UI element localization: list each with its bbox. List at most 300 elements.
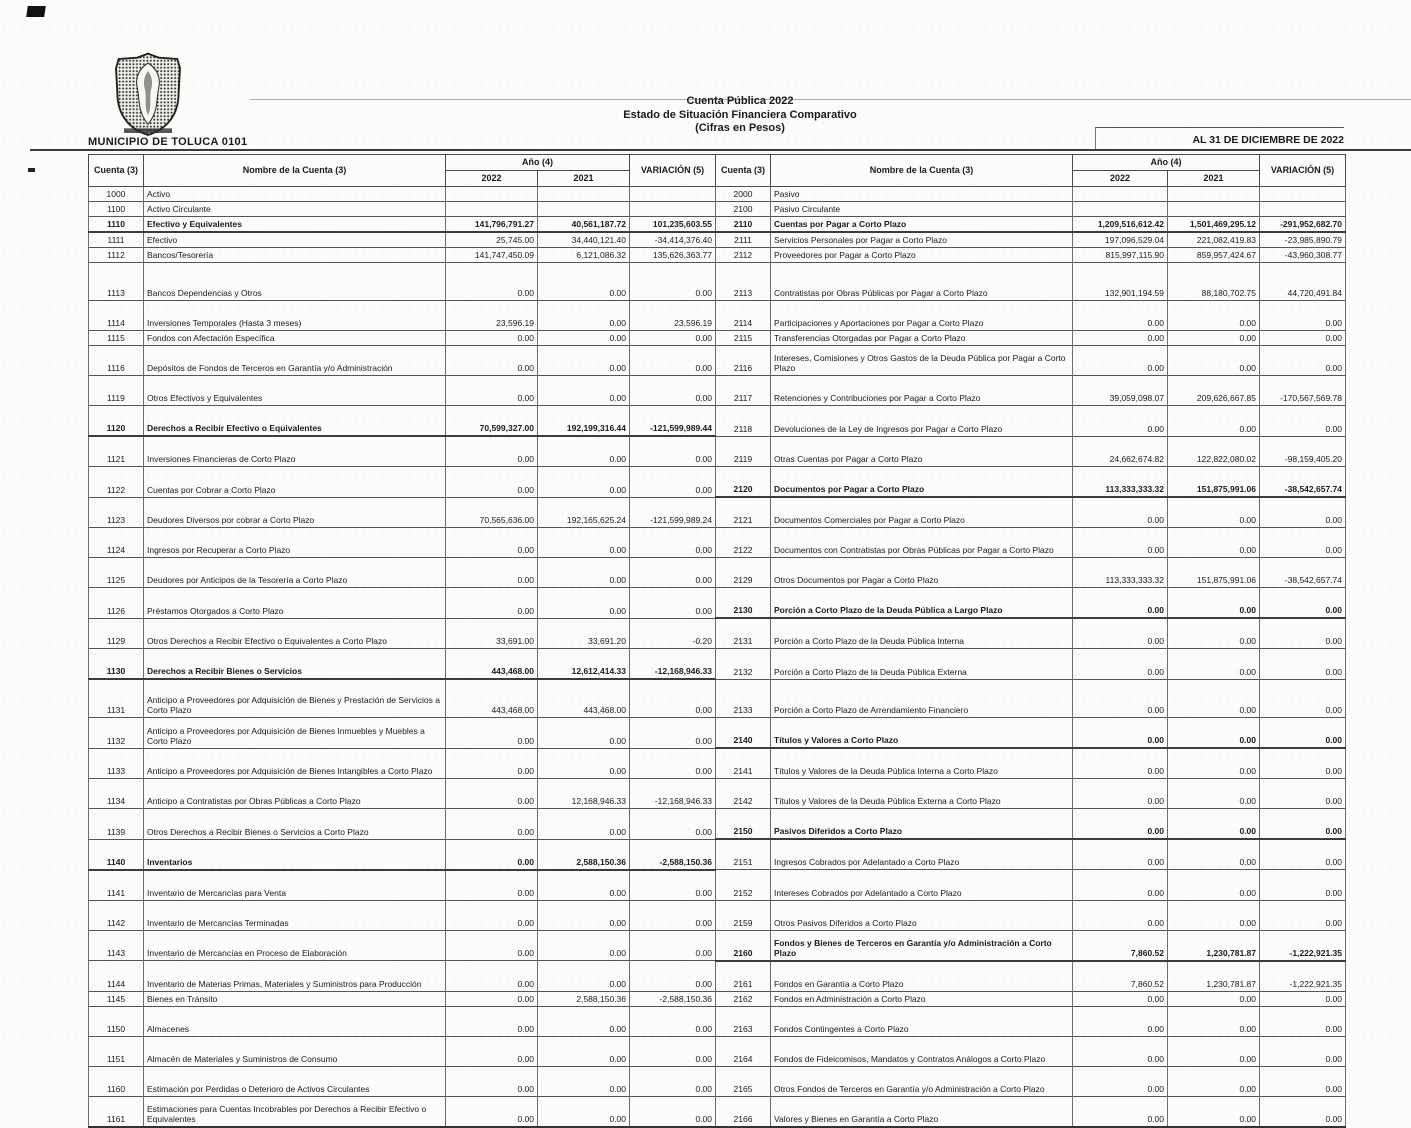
variation-cell: 0.00 bbox=[630, 263, 716, 301]
amount-2022-cell: 25,745.00 bbox=[446, 232, 538, 248]
account-name-cell: Retenciones y Contribuciones por Pagar a Corto Plazo bbox=[771, 376, 1073, 406]
table-row bbox=[89, 263, 1346, 301]
amount-2021-cell: 0.00 bbox=[1168, 991, 1260, 1006]
variation-cell: 0.00 bbox=[1260, 900, 1346, 930]
variation-cell: 0.00 bbox=[630, 376, 716, 406]
account-name-cell: Fondos de Fideicomisos, Mandatos y Contratos Análogos a Corto Plazo bbox=[771, 1036, 1073, 1066]
account-code-cell: 1116 bbox=[89, 346, 144, 376]
amount-2022-cell: 0.00 bbox=[1073, 618, 1168, 649]
amount-2022-cell: 0.00 bbox=[446, 809, 538, 840]
amount-2022-cell: 0.00 bbox=[446, 1096, 538, 1127]
variation-cell: 0.00 bbox=[630, 331, 716, 346]
table-row bbox=[89, 1036, 1346, 1066]
variation-cell: -121,599,989.44 bbox=[630, 406, 716, 437]
variation-cell: 0.00 bbox=[1260, 991, 1346, 1006]
amount-2022-cell: 0.00 bbox=[1073, 497, 1168, 528]
amount-2022-cell: 1,209,516,612.42 bbox=[1073, 217, 1168, 233]
variation-cell: -12,168,946.33 bbox=[630, 779, 716, 809]
amount-2021-cell: 0.00 bbox=[538, 588, 630, 619]
amount-2022-cell: 0.00 bbox=[1073, 588, 1168, 619]
table-row bbox=[89, 558, 1346, 588]
account-name-cell: Otros Efectivos y Equivalentes bbox=[144, 376, 446, 406]
account-name-cell: Almacén de Materiales y Suministros de Consumo bbox=[144, 1036, 446, 1066]
table-row bbox=[89, 870, 1346, 901]
amount-2021-cell: 6,121,086.32 bbox=[538, 248, 630, 263]
table-row bbox=[89, 301, 1346, 331]
report-subtitle: Estado de Situación Financiera Comparativo bbox=[623, 108, 857, 121]
amount-2021-cell: 0.00 bbox=[538, 748, 630, 779]
account-name-cell: Fondos y Bienes de Terceros en Garantía y/o Administración a Corto Plazo bbox=[771, 930, 1073, 961]
account-code-cell: 1151 bbox=[89, 1036, 144, 1066]
variation-cell: -38,542,657.74 bbox=[1260, 558, 1346, 588]
amount-2021-cell: 0.00 bbox=[538, 1096, 630, 1127]
account-name-cell: Anticipo a Proveedores por Adquisición de Bienes y Prestación de Servicios a Corto Plazo bbox=[144, 679, 446, 718]
variation-cell: 0.00 bbox=[630, 1006, 716, 1036]
variation-cell: -2,588,150.36 bbox=[630, 991, 716, 1006]
amount-2022-cell: 0.00 bbox=[446, 991, 538, 1006]
variation-cell: 0.00 bbox=[1260, 679, 1346, 718]
variation-cell: -38,542,657.74 bbox=[1260, 467, 1346, 498]
account-code-cell: 1141 bbox=[89, 870, 144, 901]
amount-2021-cell: 12,168,946.33 bbox=[538, 779, 630, 809]
amount-2022-cell: 7,860.52 bbox=[1073, 961, 1168, 992]
financial-table bbox=[88, 154, 1346, 1128]
account-code-cell: 2152 bbox=[716, 870, 771, 901]
account-name-cell: Otros Fondos de Terceros en Garantía y/o Administración a Corto Plazo bbox=[771, 1066, 1073, 1096]
account-code-cell: 2115 bbox=[716, 331, 771, 346]
variation-cell: 0.00 bbox=[1260, 528, 1346, 558]
amount-2021-cell: 0.00 bbox=[538, 809, 630, 840]
account-code-cell: 2130 bbox=[716, 588, 771, 619]
table-row bbox=[89, 1066, 1346, 1096]
account-code-cell: 2116 bbox=[716, 346, 771, 376]
account-code-cell: 2163 bbox=[716, 1006, 771, 1036]
variation-cell: 135,626,363.77 bbox=[630, 248, 716, 263]
amount-2021-cell: 0.00 bbox=[538, 467, 630, 498]
table-row bbox=[89, 961, 1346, 992]
account-code-cell: 1100 bbox=[89, 202, 144, 217]
amount-2021-cell bbox=[1168, 202, 1260, 217]
amount-2021-cell: 192,165,625.24 bbox=[538, 497, 630, 528]
account-name-cell: Estimación por Perdidas o Deterioro de Activos Circulantes bbox=[144, 1066, 446, 1096]
variation-cell: 0.00 bbox=[630, 679, 716, 718]
amount-2021-cell: 0.00 bbox=[1168, 809, 1260, 840]
account-name-cell: Títulos y Valores de la Deuda Pública Interna a Corto Plazo bbox=[771, 748, 1073, 779]
account-name-cell: Anticipo a Contratistas por Obras Públicas a Corto Plazo bbox=[144, 779, 446, 809]
table-row bbox=[89, 331, 1346, 346]
account-name-cell: Anticipo a Proveedores por Adquisición de Bienes Intangibles a Corto Plazo bbox=[144, 748, 446, 779]
account-name-cell: Bienes en Tránsito bbox=[144, 991, 446, 1006]
table-row bbox=[89, 809, 1346, 840]
account-code-cell: 2129 bbox=[716, 558, 771, 588]
variation-cell: 0.00 bbox=[1260, 1066, 1346, 1096]
amount-2022-cell bbox=[446, 202, 538, 217]
amount-2021-cell: 443,468.00 bbox=[538, 679, 630, 718]
variation-cell: 0.00 bbox=[630, 1066, 716, 1096]
account-name-cell: Otras Cuentas por Pagar a Corto Plazo bbox=[771, 436, 1073, 467]
account-code-cell: 2100 bbox=[716, 202, 771, 217]
account-code-cell: 1140 bbox=[89, 839, 144, 870]
amount-2022-cell: 70,599,327.00 bbox=[446, 406, 538, 437]
variation-cell bbox=[630, 202, 716, 217]
amount-2021-cell: 12,612,414.33 bbox=[538, 649, 630, 680]
amount-2021-cell bbox=[538, 187, 630, 202]
table-row bbox=[89, 376, 1346, 406]
amount-2021-cell: 88,180,702.75 bbox=[1168, 263, 1260, 301]
amount-2022-cell bbox=[1073, 187, 1168, 202]
amount-2022-cell: 0.00 bbox=[446, 1036, 538, 1066]
table-row bbox=[89, 1096, 1346, 1127]
account-code-cell: 1142 bbox=[89, 900, 144, 930]
amount-2022-cell: 815,997,115.90 bbox=[1073, 248, 1168, 263]
variation-cell: 0.00 bbox=[1260, 870, 1346, 901]
account-name-cell: Servicios Personales por Pagar a Corto Plazo bbox=[771, 232, 1073, 248]
variation-cell: -170,567,569.78 bbox=[1260, 376, 1346, 406]
table-row bbox=[89, 436, 1346, 467]
amount-2021-cell: 34,440,121.40 bbox=[538, 232, 630, 248]
account-code-cell: 2131 bbox=[716, 618, 771, 649]
municipality-label: MUNICIPIO DE TOLUCA 0101 bbox=[88, 136, 248, 148]
amount-2022-cell: 0.00 bbox=[1073, 1036, 1168, 1066]
account-name-cell: Almacenes bbox=[144, 1006, 446, 1036]
amount-2021-cell: 1,501,469,295.12 bbox=[1168, 217, 1260, 233]
account-code-cell: 2141 bbox=[716, 748, 771, 779]
account-code-cell: 2165 bbox=[716, 1066, 771, 1096]
account-name-cell: Porción a Corto Plazo de la Deuda Pública Externa bbox=[771, 649, 1073, 680]
amount-2021-cell: 0.00 bbox=[1168, 1096, 1260, 1127]
account-name-cell: Deudores por Anticipos de la Tesorería a Corto Plazo bbox=[144, 558, 446, 588]
account-name-cell: Títulos y Valores a Corto Plazo bbox=[771, 718, 1073, 749]
amount-2022-cell: 0.00 bbox=[1073, 331, 1168, 346]
variation-cell: 0.00 bbox=[630, 870, 716, 901]
account-name-cell: Inventarios bbox=[144, 839, 446, 870]
variation-cell: 0.00 bbox=[1260, 809, 1346, 840]
account-name-cell: Intereses Cobrados por Adelantado a Corto Plazo bbox=[771, 870, 1073, 901]
amount-2022-cell: 0.00 bbox=[446, 930, 538, 961]
col-header-2021-left: 2021 bbox=[538, 171, 630, 187]
variation-cell: -121,599,989.24 bbox=[630, 497, 716, 528]
toluca-coat-of-arms-logo bbox=[108, 52, 188, 138]
account-code-cell: 2110 bbox=[716, 217, 771, 233]
amount-2021-cell bbox=[538, 202, 630, 217]
account-name-cell: Documentos por Pagar a Corto Plazo bbox=[771, 467, 1073, 498]
account-code-cell: 2114 bbox=[716, 301, 771, 331]
table-row bbox=[89, 187, 1346, 202]
amount-2022-cell: 33,691.00 bbox=[446, 618, 538, 649]
account-name-cell: Cuentas por Pagar a Corto Plazo bbox=[771, 217, 1073, 233]
account-name-cell: Estimaciones para Cuentas Incobrables por Derechos a Recibir Efectivo o Equivalentes bbox=[144, 1096, 446, 1127]
variation-cell: 0.00 bbox=[1260, 406, 1346, 437]
amount-2021-cell: 0.00 bbox=[1168, 1006, 1260, 1036]
account-name-cell: Contratistas por Obras Públicas por Pagar a Corto Plazo bbox=[771, 263, 1073, 301]
amount-2022-cell: 0.00 bbox=[1073, 1096, 1168, 1127]
amount-2022-cell: 70,565,636.00 bbox=[446, 497, 538, 528]
variation-cell: -1,222,921.35 bbox=[1260, 930, 1346, 961]
amount-2021-cell: 0.00 bbox=[1168, 331, 1260, 346]
table-row bbox=[89, 406, 1346, 437]
amount-2021-cell: 0.00 bbox=[538, 900, 630, 930]
account-name-cell: Documentos con Contratistas por Obras Públicas por Pagar a Corto Plazo bbox=[771, 528, 1073, 558]
table-row bbox=[89, 497, 1346, 528]
amount-2022-cell: 0.00 bbox=[446, 748, 538, 779]
account-code-cell: 2132 bbox=[716, 649, 771, 680]
account-code-cell: 1115 bbox=[89, 331, 144, 346]
variation-cell: 44,720,491.84 bbox=[1260, 263, 1346, 301]
variation-cell: 0.00 bbox=[1260, 748, 1346, 779]
account-code-cell: 1124 bbox=[89, 528, 144, 558]
col-header-anio-left: Año (4) bbox=[446, 155, 630, 171]
amount-2021-cell: 151,875,991.06 bbox=[1168, 558, 1260, 588]
account-code-cell: 1129 bbox=[89, 618, 144, 649]
amount-2021-cell: 0.00 bbox=[1168, 406, 1260, 437]
amount-2022-cell: 0.00 bbox=[446, 900, 538, 930]
variation-cell: 0.00 bbox=[630, 930, 716, 961]
amount-2022-cell: 0.00 bbox=[446, 331, 538, 346]
account-name-cell: Transferencias Otorgadas por Pagar a Corto Plazo bbox=[771, 331, 1073, 346]
amount-2021-cell: 209,626,667.85 bbox=[1168, 376, 1260, 406]
amount-2021-cell: 40,561,187.72 bbox=[538, 217, 630, 233]
col-header-nombre-right: Nombre de la Cuenta (3) bbox=[771, 155, 1073, 187]
variation-cell: 0.00 bbox=[1260, 1096, 1346, 1127]
table-row bbox=[89, 588, 1346, 619]
amount-2022-cell: 24,662,674.82 bbox=[1073, 436, 1168, 467]
amount-2022-cell: 0.00 bbox=[1073, 649, 1168, 680]
amount-2022-cell: 0.00 bbox=[1073, 718, 1168, 749]
account-name-cell: Fondos en Administración a Corto Plazo bbox=[771, 991, 1073, 1006]
amount-2022-cell: 0.00 bbox=[446, 588, 538, 619]
amount-2021-cell: 0.00 bbox=[1168, 839, 1260, 870]
account-code-cell: 1125 bbox=[89, 558, 144, 588]
amount-2021-cell: 0.00 bbox=[538, 558, 630, 588]
account-name-cell: Porción a Corto Plazo de Arrendamiento Financiero bbox=[771, 679, 1073, 718]
amount-2022-cell: 0.00 bbox=[446, 346, 538, 376]
amount-2021-cell: 859,957,424.67 bbox=[1168, 248, 1260, 263]
account-code-cell: 1111 bbox=[89, 232, 144, 248]
table-header bbox=[89, 155, 1346, 187]
amount-2021-cell: 0.00 bbox=[1168, 649, 1260, 680]
amount-2021-cell: 33,691.20 bbox=[538, 618, 630, 649]
account-name-cell: Activo Circulante bbox=[144, 202, 446, 217]
amount-2021-cell: 122,822,080.02 bbox=[1168, 436, 1260, 467]
variation-cell: -98,159,405.20 bbox=[1260, 436, 1346, 467]
amount-2022-cell: 0.00 bbox=[446, 263, 538, 301]
variation-cell: -43,960,308.77 bbox=[1260, 248, 1346, 263]
account-name-cell: Bancos/Tesorería bbox=[144, 248, 446, 263]
account-code-cell: 1119 bbox=[89, 376, 144, 406]
amount-2022-cell: 443,468.00 bbox=[446, 679, 538, 718]
amount-2021-cell: 0.00 bbox=[1168, 301, 1260, 331]
amount-2022-cell: 0.00 bbox=[446, 376, 538, 406]
account-code-cell: 2113 bbox=[716, 263, 771, 301]
table-row bbox=[89, 1006, 1346, 1036]
amount-2022-cell: 0.00 bbox=[1073, 900, 1168, 930]
amount-2021-cell: 0.00 bbox=[1168, 588, 1260, 619]
amount-2021-cell: 0.00 bbox=[538, 1066, 630, 1096]
account-name-cell: Fondos en Garantía a Corto Plazo bbox=[771, 961, 1073, 992]
amount-2021-cell: 221,082,419.83 bbox=[1168, 232, 1260, 248]
account-name-cell: Anticipo a Proveedores por Adquisición de Bienes Inmuebles y Muebles a Corto Plazo bbox=[144, 718, 446, 749]
variation-cell bbox=[630, 187, 716, 202]
table-row bbox=[89, 248, 1346, 263]
variation-cell: -23,985,890.79 bbox=[1260, 232, 1346, 248]
account-code-cell: 2160 bbox=[716, 930, 771, 961]
amount-2022-cell: 0.00 bbox=[1073, 748, 1168, 779]
account-code-cell: 1122 bbox=[89, 467, 144, 498]
amount-2022-cell: 0.00 bbox=[446, 779, 538, 809]
variation-cell: -12,168,946.33 bbox=[630, 649, 716, 680]
amount-2022-cell: 0.00 bbox=[1073, 809, 1168, 840]
account-code-cell: 1130 bbox=[89, 649, 144, 680]
amount-2022-cell: 443,468.00 bbox=[446, 649, 538, 680]
document-title-block bbox=[430, 95, 1050, 136]
amount-2021-cell: 0.00 bbox=[538, 961, 630, 992]
account-name-cell: Documentos Comerciales por Pagar a Corto Plazo bbox=[771, 497, 1073, 528]
amount-2022-cell: 0.00 bbox=[446, 1066, 538, 1096]
account-name-cell: Porción a Corto Plazo de la Deuda Pública a Largo Plazo bbox=[771, 588, 1073, 619]
variation-cell: 0.00 bbox=[630, 467, 716, 498]
variation-cell: -1,222,921.35 bbox=[1260, 961, 1346, 992]
amount-2022-cell: 23,596.19 bbox=[446, 301, 538, 331]
account-name-cell: Bancos Dependencias y Otros bbox=[144, 263, 446, 301]
account-code-cell: 2142 bbox=[716, 779, 771, 809]
table-row bbox=[89, 649, 1346, 680]
amount-2022-cell: 0.00 bbox=[446, 718, 538, 749]
account-name-cell: Pasivo Circulante bbox=[771, 202, 1073, 217]
account-code-cell: 2159 bbox=[716, 900, 771, 930]
table-row bbox=[89, 467, 1346, 498]
amount-2021-cell: 0.00 bbox=[1168, 900, 1260, 930]
amount-2022-cell: 0.00 bbox=[1073, 779, 1168, 809]
variation-cell: -291,952,682.70 bbox=[1260, 217, 1346, 233]
account-name-cell: Préstamos Otorgados a Corto Plazo bbox=[144, 588, 446, 619]
variation-cell: 0.00 bbox=[630, 558, 716, 588]
variation-cell: 0.00 bbox=[630, 718, 716, 749]
account-name-cell: Activo bbox=[144, 187, 446, 202]
variation-cell: 0.00 bbox=[1260, 497, 1346, 528]
table-row bbox=[89, 718, 1346, 749]
variation-cell: 0.00 bbox=[630, 346, 716, 376]
amount-2021-cell: 0.00 bbox=[538, 718, 630, 749]
table-body bbox=[89, 187, 1346, 1127]
account-name-cell: Pasivos Diferidos a Corto Plazo bbox=[771, 809, 1073, 840]
col-header-variacion-left: VARIACIÓN (5) bbox=[630, 155, 716, 187]
account-code-cell: 2120 bbox=[716, 467, 771, 498]
account-code-cell: 2119 bbox=[716, 436, 771, 467]
amount-2022-cell: 39,059,098.07 bbox=[1073, 376, 1168, 406]
account-code-cell: 2151 bbox=[716, 839, 771, 870]
col-header-cuenta-left: Cuenta (3) bbox=[89, 155, 144, 187]
variation-cell: 101,235,603.55 bbox=[630, 217, 716, 233]
variation-cell: 0.00 bbox=[1260, 588, 1346, 619]
account-name-cell: Fondos con Afectación Específica bbox=[144, 331, 446, 346]
variation-cell: 0.00 bbox=[630, 961, 716, 992]
amount-2021-cell: 0.00 bbox=[1168, 1036, 1260, 1066]
amount-2021-cell: 0.00 bbox=[538, 346, 630, 376]
account-name-cell: Devoluciones de la Ley de Ingresos por Pagar a Corto Plazo bbox=[771, 406, 1073, 437]
variation-cell: -2,588,150.36 bbox=[630, 839, 716, 870]
account-code-cell: 2118 bbox=[716, 406, 771, 437]
amount-2022-cell: 0.00 bbox=[446, 870, 538, 901]
amount-2022-cell: 0.00 bbox=[1073, 1006, 1168, 1036]
variation-cell bbox=[1260, 187, 1346, 202]
scan-artifact bbox=[26, 6, 46, 17]
amount-2022-cell: 0.00 bbox=[1073, 870, 1168, 901]
account-code-cell: 1126 bbox=[89, 588, 144, 619]
account-code-cell: 2000 bbox=[716, 187, 771, 202]
account-code-cell: 2164 bbox=[716, 1036, 771, 1066]
variation-cell: 0.00 bbox=[630, 748, 716, 779]
account-code-cell: 2140 bbox=[716, 718, 771, 749]
table-row bbox=[89, 217, 1346, 233]
table-row bbox=[89, 618, 1346, 649]
amount-2021-cell: 0.00 bbox=[1168, 779, 1260, 809]
amount-2021-cell: 0.00 bbox=[1168, 718, 1260, 749]
account-code-cell: 1131 bbox=[89, 679, 144, 718]
account-code-cell: 1133 bbox=[89, 748, 144, 779]
variation-cell: 0.00 bbox=[630, 588, 716, 619]
variation-cell: 0.00 bbox=[630, 1096, 716, 1127]
account-code-cell: 1110 bbox=[89, 217, 144, 233]
variation-cell: 0.00 bbox=[630, 900, 716, 930]
account-name-cell: Otros Derechos a Recibir Bienes o Servicios a Corto Plazo bbox=[144, 809, 446, 840]
amount-2022-cell: 0.00 bbox=[446, 528, 538, 558]
variation-cell: -0.20 bbox=[630, 618, 716, 649]
col-header-anio-right: Año (4) bbox=[1073, 155, 1260, 171]
account-code-cell: 1139 bbox=[89, 809, 144, 840]
account-name-cell: Proveedores por Pagar a Corto Plazo bbox=[771, 248, 1073, 263]
amount-2022-cell: 0.00 bbox=[446, 839, 538, 870]
account-name-cell: Inventario de Mercancías para Venta bbox=[144, 870, 446, 901]
amount-2022-cell: 141,796,791.27 bbox=[446, 217, 538, 233]
account-name-cell: Fondos Contingentes a Corto Plazo bbox=[771, 1006, 1073, 1036]
account-code-cell: 2162 bbox=[716, 991, 771, 1006]
amount-2022-cell bbox=[1073, 202, 1168, 217]
account-name-cell: Ingresos por Recuperar a Corto Plazo bbox=[144, 528, 446, 558]
amount-2022-cell: 0.00 bbox=[1073, 679, 1168, 718]
account-code-cell: 1120 bbox=[89, 406, 144, 437]
account-name-cell: Inversiones Temporales (Hasta 3 meses) bbox=[144, 301, 446, 331]
account-name-cell: Efectivo bbox=[144, 232, 446, 248]
account-code-cell: 1161 bbox=[89, 1096, 144, 1127]
variation-cell: 0.00 bbox=[1260, 1006, 1346, 1036]
variation-cell: 0.00 bbox=[1260, 649, 1346, 680]
report-title: Cuenta Pública 2022 bbox=[686, 95, 794, 107]
amount-2021-cell: 0.00 bbox=[538, 301, 630, 331]
account-code-cell: 2111 bbox=[716, 232, 771, 248]
account-code-cell: 1121 bbox=[89, 436, 144, 467]
variation-cell bbox=[1260, 202, 1346, 217]
amount-2021-cell: 0.00 bbox=[1168, 1066, 1260, 1096]
variation-cell: 0.00 bbox=[630, 1036, 716, 1066]
amount-2021-cell: 0.00 bbox=[538, 263, 630, 301]
account-name-cell: Derechos a Recibir Bienes o Servicios bbox=[144, 649, 446, 680]
amount-2021-cell: 0.00 bbox=[538, 1006, 630, 1036]
account-name-cell: Porción a Corto Plazo de la Deuda Pública Interna bbox=[771, 618, 1073, 649]
account-code-cell: 1150 bbox=[89, 1006, 144, 1036]
account-code-cell: 1123 bbox=[89, 497, 144, 528]
variation-cell: 0.00 bbox=[630, 528, 716, 558]
account-code-cell: 2161 bbox=[716, 961, 771, 992]
amount-2022-cell: 0.00 bbox=[1073, 839, 1168, 870]
account-code-cell: 2112 bbox=[716, 248, 771, 263]
account-code-cell: 1132 bbox=[89, 718, 144, 749]
variation-cell: 0.00 bbox=[630, 436, 716, 467]
amount-2021-cell: 192,199,316.44 bbox=[538, 406, 630, 437]
account-name-cell: Ingresos Cobrados por Adelantado a Corto Plazo bbox=[771, 839, 1073, 870]
account-code-cell: 1160 bbox=[89, 1066, 144, 1096]
amount-2021-cell: 0.00 bbox=[1168, 870, 1260, 901]
header-rule bbox=[30, 149, 1411, 151]
